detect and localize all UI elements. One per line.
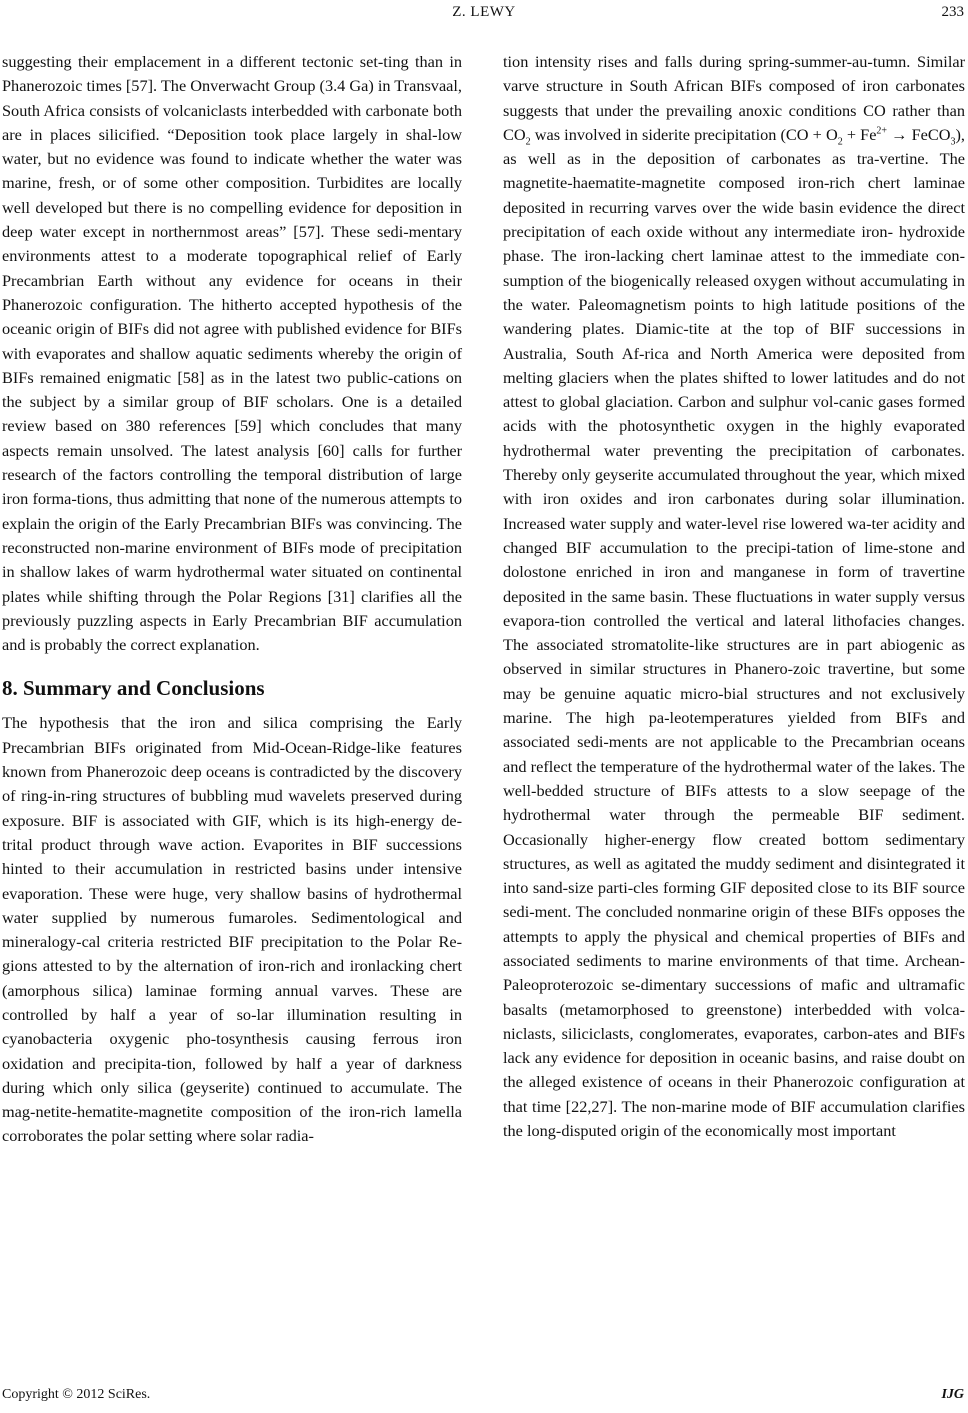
text-run: tion intensity rises and falls during spring-summer-au-tumn. Similar varve structure in South African BIFs composed of iron carbonates suggests that under the prevailing anoxic conditions CO rather than CO [503, 52, 965, 144]
text-run: + Fe [842, 124, 877, 144]
journal-abbreviation: IJG [941, 1387, 964, 1402]
body-paragraph: suggesting their emplacement in a different tectonic set-ting than in Phanerozoic times [57]. The Onverwacht Group (3.4 Ga) in Transvaal, South Africa consists of volcaniclasts interbedded with carbonate both are in places silicified. “Deposition took place largely in shal-low water, but no evidence was found to indicate whether the water was marine, fresh, or of some other composition. Turbidites are locally well developed but there is no compelling evidence for deposition in deep water except in northernmost areas” [57]. These sedi-mentary environments attest to a moderate topographical relief of Early Precambrian Earth without any evidence for oceans in their Phanerozoic configuration. The hitherto accepted hypothesis of the oceanic origin of BIFs did not agree with published evidence for BIFs with evaporates and shallow aquatic sediments whereby the origin of BIFs remained enigmatic [58] as in the latest two public-cations on the subject by a similar group of BIF scholars. One is a detailed review based on 380 references [59] which concludes that many aspects remain unsolved. The latest analysis [60] calls for further research of the factors controlling the temporal distribution of large iron forma-tions, thus admitting that none of the numerous attempts to explain the origin of the Early Precambrian BIFs was convincing. The reconstructed non-marine environment of BIFs mode of precipitation in shallow lakes of warm hydrothermal water situated on continental plates while shifting through the Polar Regions [31] clarifies all the previously puzzling aspects in Early Precambrian BIF accumulation and is probably the correct explanation. [2, 52, 462, 655]
left-column [2, 50, 462, 1149]
subscript: 3 [950, 136, 956, 148]
running-head-author: Z. LEWY [452, 4, 516, 20]
body-paragraph: The hypothesis that the iron and silica comprising the Early Precambrian BIFs originated from Mid-Ocean-Ridge-like features known from Phanerozoic deep oceans is contradicted by the discovery of ring-in-ring structures of bubbling mud wavelets preserved during exposure. BIF is associated with GIF, which is its high-energy de-trital product through wave action. Evaporites in BIF successions hinted to their accumulation in restricted basins under intensive evaporation. These were huge, very shallow basins of hydrothermal water supplied by numerous fumaroles. Sedimentological and mineralogy-cal criteria restricted BIF precipitation to the Polar Re-gions attested to by the alternation of iron-rich and ironlacking chert (amorphous silica) laminae forming annual varves. These are controlled by half a year of so-lar illumination resulting in cyanobacteria oxygenic pho-tosynthesis causing ferrous iron oxidation and precipita-tion, followed by half a year of darkness during which only silica (geyserite) continued to accumulate. The mag-netite-hematite-magnetite composition of the iron-rich lamella corroborates the polar setting where solar radia- [2, 713, 462, 1146]
right-column [503, 50, 965, 1143]
text-run: ), as well as in the deposition of carbonates as tra-vertine. The magnetite-haematite-magnetite composed iron-rich chert laminae deposited in recurring varves over the wide basin evidence the direct precipitation of each oxide without any intermediate iron- hydroxide phase. The iron-lacking chert laminae attest to the immediate con-sumption of the biogenically released oxygen without accumulating in the water. Paleomagnetism points to high latitude positions of the wandering plates. Diamic-tite at the top of BIF successions in Australia, South Af-rica and North America were deposited from melting glaciers when the plates shifted to lower latitudes and do not attest to global glaciation. Carbon and sulphur vol-canic gases formed acids with the photosynthetic oxygen in the highly evaporated hydrothermal water preventing the precipitation of carbonates. Thereby only geyserite accumulated throughout the year, which mixed with iron oxides and iron carbonates during solar illumination. Increased water supply and water-level rise lowered wa-ter acidity and changed BIF accumulation to the precipi-tation of lime-stone and dolostone enriched in iron and manganese in form of travertine deposited in the same basin. These fluctuations in water supply versus evapora-tion controlled the vertical and lateral lithofacies changes. The associated stromatolite-like structures are in part abiogenic as observed in similar structures in Phanero-zoic travertine, but some may be genuine aquatic micro-bial structures and not exclusively marine. The high pa-leotemperatures yielded from BIFs and associated sedi-ments are not applicable to the Precambrian oceans and reflect the temperature of the hydrothermal water of the lakes. The well-bedded structure of BIFs attests to a slow seepage of the hydrothermal water through the permeable BIF sediment. Occasionally higher-energy flow created bottom sedimentary structures, as well as agitated the muddy sediment and disintegrated it into sand-size parti-cles forming GIF deposited close to its BIF source sedi-ment. The concluded nonmarine origin of these BIFs opposes the attempts to apply the physical and chemical properties of BIFs and associated sediments to marine environments of that time. Archean-Paleoproterozoic se-dimentary successions of mafic and ultramafic basalts (metamorphosed to greenstone) interbedded with volca-niclasts, siliciclasts, conglomerates, evaporates, carbon-ates and BIFs lack any evidence for deposition in oceanic basins, and raise doubt on the alleged existence of oceans in their Phanerozoic configuration at that time [22,27]. The non-marine mode of BIF accumulation clarifies the long-disputed origin of the economically most important [503, 124, 965, 1141]
page-number: 233 [941, 4, 964, 20]
body-paragraph [503, 50, 965, 1143]
text-run: → FeCO [887, 124, 951, 144]
text-run: was involved in siderite precipitation (CO + O [530, 124, 838, 144]
subscript: 2 [837, 136, 843, 148]
subscript: 2 [525, 136, 531, 148]
page-footer [0, 1383, 968, 1413]
section-heading: 8. Summary and Conclusions [2, 676, 265, 701]
copyright-notice: Copyright © 2012 SciRes. [2, 1387, 151, 1402]
running-head [0, 0, 968, 24]
superscript: 2+ [876, 125, 888, 137]
